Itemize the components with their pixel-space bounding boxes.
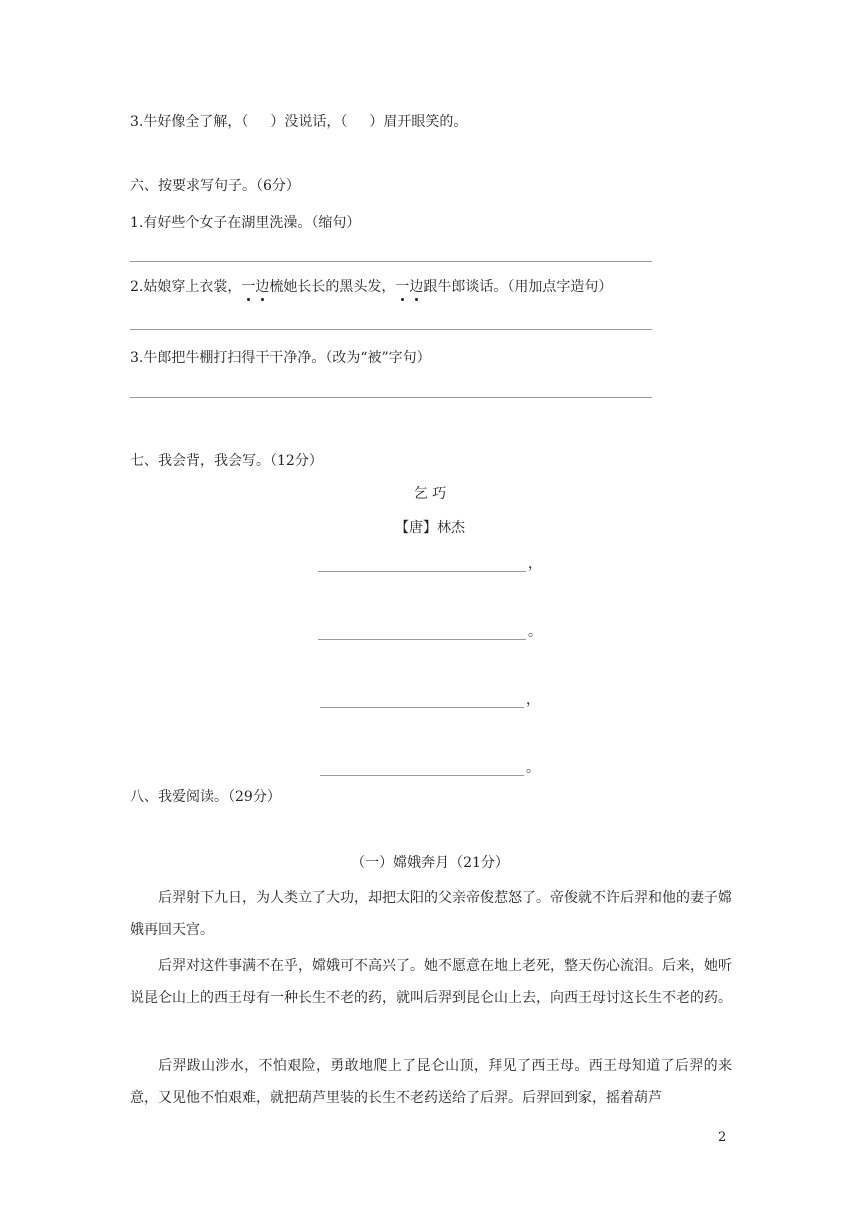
sec5-q3-part1: 3.牛好像全了解，（ — [130, 114, 249, 130]
poem-line-1[interactable] — [318, 554, 558, 574]
poem-punct: 。 — [526, 760, 540, 776]
sec6-question-3: 3.牛郎把牛棚打扫得干干净净。（改为“被”字句） — [130, 350, 431, 366]
poem-line-4[interactable] — [320, 758, 560, 778]
sec6-heading: 六、按要求写句子。（6分） — [130, 178, 300, 194]
page-number: 2 — [718, 1130, 727, 1145]
poem-line-3[interactable] — [320, 690, 560, 710]
poem-blank[interactable] — [318, 639, 526, 640]
poem-punct: 。 — [528, 624, 542, 640]
sec5-q3-part3: ）眉开眼笑的。 — [369, 114, 468, 130]
dotted-char: 一 — [395, 279, 410, 295]
sec6-q2-text-c: 跟牛郎谈话。（用加点字造句） — [423, 279, 613, 295]
poem-author: 【唐】林杰 — [395, 520, 465, 536]
poem-blank[interactable] — [320, 775, 524, 776]
reading-title: （一）嫦娥奔月（21分） — [351, 855, 509, 871]
reading-paragraph-2: 后羿对这件事满不在乎，嫦娥可不高兴了。她不愿意在地上老死，整天伤心流泪。后来，她听说昆仑山上的西王母有一种长生不老的药，就叫后羿到昆仑山上去，向西王母讨这长生不老的药。 — [130, 958, 732, 1006]
sec6-q2-text-b: 梳她长长的黑头发， — [269, 279, 396, 295]
sec6-question-1: 1.有好些个女子在湖里洗澡。（缩句） — [130, 215, 361, 231]
dotted-char: 边 — [409, 279, 424, 295]
answer-line-1[interactable] — [130, 261, 652, 262]
answer-line-3[interactable] — [130, 397, 652, 398]
dotted-char: 边 — [255, 279, 270, 295]
poem-title: 乞 巧 — [413, 486, 447, 502]
reading-paragraph-3: 后羿跋山涉水，不怕艰险，勇敢地爬上了昆仑山顶，拜见了西王母。西王母知道了后羿的来意，又见他不怕艰难，就把葫芦里装的长生不老药送给了后羿。后羿回到家，摇着葫芦 — [130, 1058, 732, 1106]
sec5-q3-part2: ）没说话，（ — [270, 114, 348, 130]
sec7-heading: 七、我会背，我会写。（12分） — [130, 453, 323, 469]
answer-line-2[interactable] — [130, 329, 652, 330]
poem-blank[interactable] — [318, 571, 526, 572]
sec6-q2-text-a: 2.姑娘穿上衣裳， — [130, 279, 242, 295]
sec6-question-2 — [130, 277, 612, 297]
sec8-heading: 八、我爱阅读。（29分） — [130, 789, 281, 805]
poem-blank[interactable] — [320, 707, 524, 708]
sec5-question-3 — [130, 112, 467, 132]
dotted-char: 一 — [241, 279, 256, 295]
poem-punct: ， — [526, 692, 540, 708]
reading-paragraph-1: 后羿射下九日，为人类立了大功，却把太阳的父亲帝俊惹怒了。帝俊就不许后羿和他的妻子嫦娥再回天宫。 — [130, 890, 732, 938]
poem-line-2[interactable] — [318, 622, 558, 642]
poem-punct: ， — [528, 556, 542, 572]
